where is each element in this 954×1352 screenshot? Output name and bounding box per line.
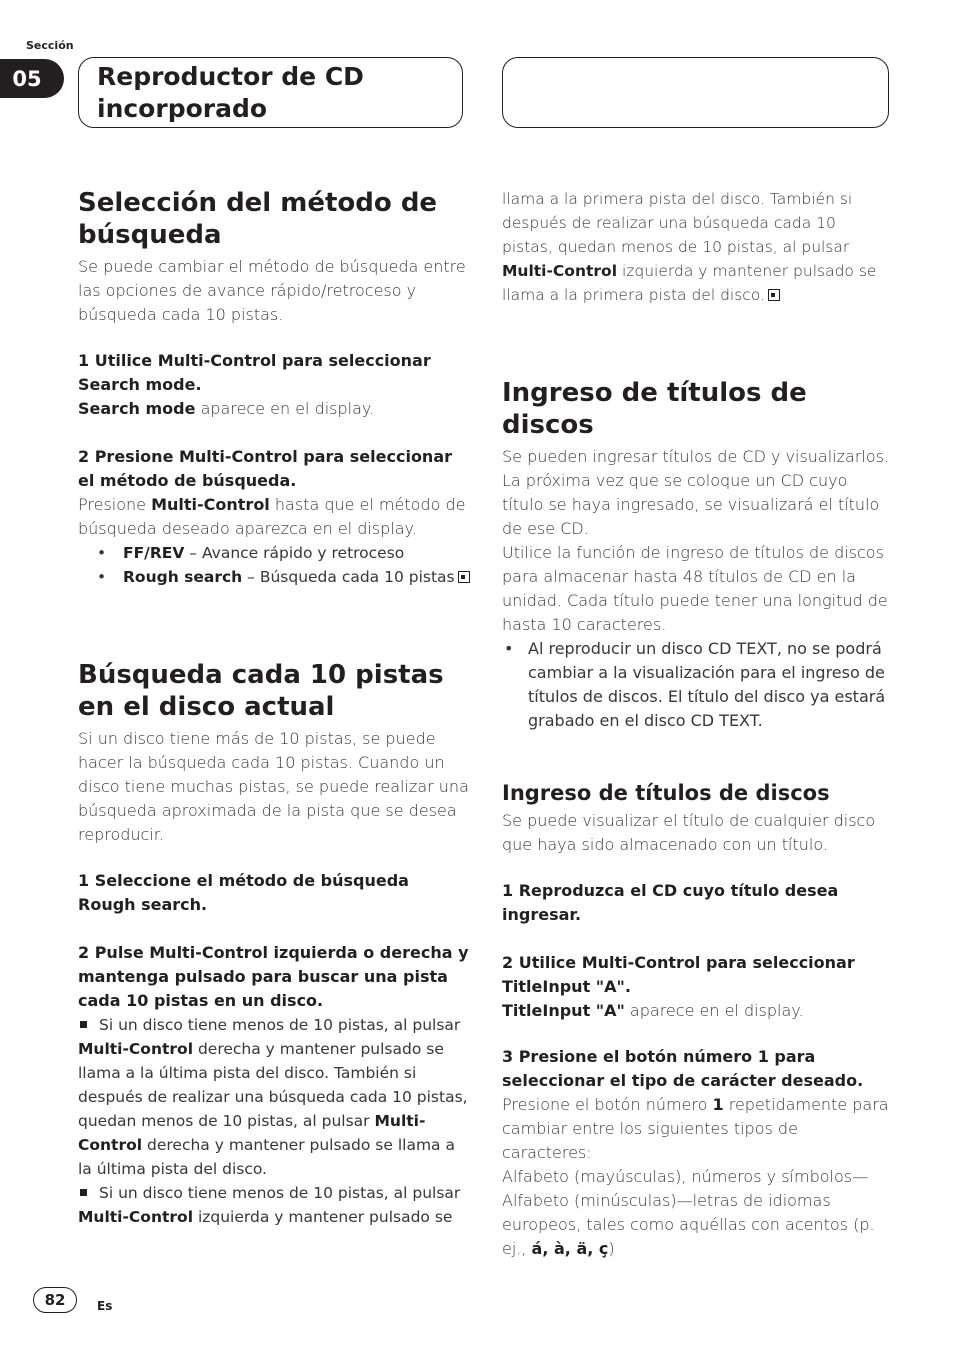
search-method-step-1: 1 Utilice Multi-Control para seleccionar Search mode. [78, 351, 431, 394]
left-column [78, 187, 470, 1229]
subheading-intro: Se puede visualizar el título de cualquier disco que haya sido almacenado con un título. [502, 811, 876, 854]
search-method-step-2-desc [78, 493, 470, 541]
search-method-intro: Se puede cambiar el método de búsqueda entre las opciones de avance rápido/retroceso y búsqueda cada 10 pistas. [78, 257, 466, 324]
text: aparece en el display. [195, 399, 375, 418]
title-input-bullet [502, 637, 890, 733]
heading-rough-search: Búsqueda cada 10 pistas en el disco actual [78, 660, 444, 722]
note-2-continued [502, 187, 890, 307]
text: Presione el botón número [502, 1095, 713, 1114]
search-method-step-2: 2 Presione Multi-Control para seleccionar el método de búsqueda. [78, 447, 453, 490]
title-step-3: 3 Presione el botón número 1 para seleccionar el tipo de carácter deseado. [502, 1047, 864, 1090]
text: derecha y mantener pulsado se llama a la última pista del disco. [78, 1136, 455, 1178]
heading-title-input: Ingreso de títulos de discos [502, 378, 807, 440]
text: hasta que el método de búsqueda deseado aparezca en el display. [78, 495, 466, 538]
bold-term: TitleInput "A" [502, 1001, 625, 1020]
bold-term: Multi-Control [78, 1040, 194, 1058]
bold-term: Multi-Control [78, 1112, 426, 1154]
text: – Avance rápido y retroceso [184, 544, 405, 562]
text: Presione [78, 495, 152, 514]
title-input-p2: Utilice la función de ingreso de títulos de discos para almacenar hasta 48 títulos de CD en la unidad. Cada título puede tener una longitud de hasta 10 caracteres. [502, 543, 888, 634]
text: izquierda y mantener pulsado se [193, 1208, 453, 1226]
bullet-rough-search [78, 565, 470, 589]
text: Si un disco tiene menos de 10 pistas, al pulsar [99, 1184, 461, 1202]
page-number: 82 [33, 1287, 77, 1313]
bold-term: FF/REV [123, 544, 185, 562]
text: Si un disco tiene menos de 10 pistas, al pulsar [99, 1016, 461, 1034]
text: ) [608, 1239, 615, 1258]
text: – Búsqueda cada 10 pistas [242, 568, 455, 586]
end-mark-icon [768, 289, 780, 301]
bold-term: á, à, ä, ç [531, 1239, 609, 1258]
text: izquierda y mantener pulsado se llama a la primera pista del disco. [502, 262, 877, 304]
bold-term: Multi-Control [502, 262, 618, 280]
bold-term: Rough search [123, 568, 243, 586]
subheading-title-input: Ingreso de títulos de discos [502, 781, 830, 805]
note-2 [78, 1181, 470, 1229]
bullet-dot-icon: • [504, 639, 514, 658]
bold-term: 1 [712, 1095, 724, 1114]
title-step-1: 1 Reproduzca el CD cuyo título desea ingresar. [502, 881, 839, 924]
section-title: Reproductor de CD incorporado [97, 62, 364, 123]
header-right-box [502, 57, 889, 128]
bullet-ffrev [78, 541, 470, 565]
title-step-2: 2 Utilice Multi-Control para seleccionar TitleInput "A". [502, 953, 855, 996]
section-label: Sección [26, 39, 74, 52]
note-square-icon [80, 1021, 87, 1028]
bold-term: Search mode [78, 399, 196, 418]
section-number-badge: 05 [0, 59, 64, 98]
text: Al reproducir un disco CD TEXT, no se podrá cambiar a la visualización para el ingreso de títulos de discos. El título del disco ya estará grabado en el disco CD TEXT. [528, 639, 886, 730]
title-step-3-desc [502, 1093, 890, 1165]
bullet-dot-icon: • [97, 568, 107, 586]
title-step-2-desc [502, 999, 890, 1023]
text: Alfabeto (mayúsculas), números y símbolos—Alfabeto (minúsculas)—letras de idiomas europeos, tales como aquéllas con acentos (p. ej., [502, 1167, 875, 1258]
bold-term: Multi-Control [151, 495, 270, 514]
bold-term: Multi-Control [78, 1208, 194, 1226]
rough-search-step-2: 2 Pulse Multi-Control izquierda o derecha y mantenga pulsado para buscar una pista cada 10 pistas en un disco. [78, 943, 469, 1010]
search-method-step-1-desc [78, 397, 470, 421]
right-column [502, 187, 890, 1261]
note-1 [78, 1013, 470, 1181]
text: derecha y mantener pulsado se llama a la última pista del disco. También si después de realizar una búsqueda cada 10 pistas, quedan menos de 10 pistas, al pulsar [78, 1040, 468, 1130]
text: repetidamente para cambiar entre los siguientes tipos de caracteres: [502, 1095, 889, 1162]
text: aparece en el display. [624, 1001, 804, 1020]
note-square-icon [80, 1189, 87, 1196]
rough-search-intro: Si un disco tiene más de 10 pistas, se puede hacer la búsqueda cada 10 pistas. Cuando un disco tiene muchas pistas, se puede realizar una búsqueda aproximada de la pista que se desea reproducir. [78, 729, 469, 844]
heading-search-method: Selección del método de búsqueda [78, 188, 438, 250]
text: llama a la primera pista del disco. También si después de realizar una búsqueda cada 10 pistas, quedan menos de 10 pistas, al pulsar [502, 190, 853, 256]
end-mark-icon [458, 571, 470, 583]
bullet-dot-icon: • [97, 544, 107, 562]
title-input-p1: Se pueden ingresar títulos de CD y visualizarlos. La próxima vez que se coloque un CD cuyo título se haya ingresado, se visualizará el título de ese CD. [502, 447, 890, 538]
rough-search-step-1: 1 Seleccione el método de búsqueda Rough search. [78, 871, 409, 914]
language-code: Es [97, 1299, 113, 1313]
title-step-3-types [502, 1165, 890, 1261]
